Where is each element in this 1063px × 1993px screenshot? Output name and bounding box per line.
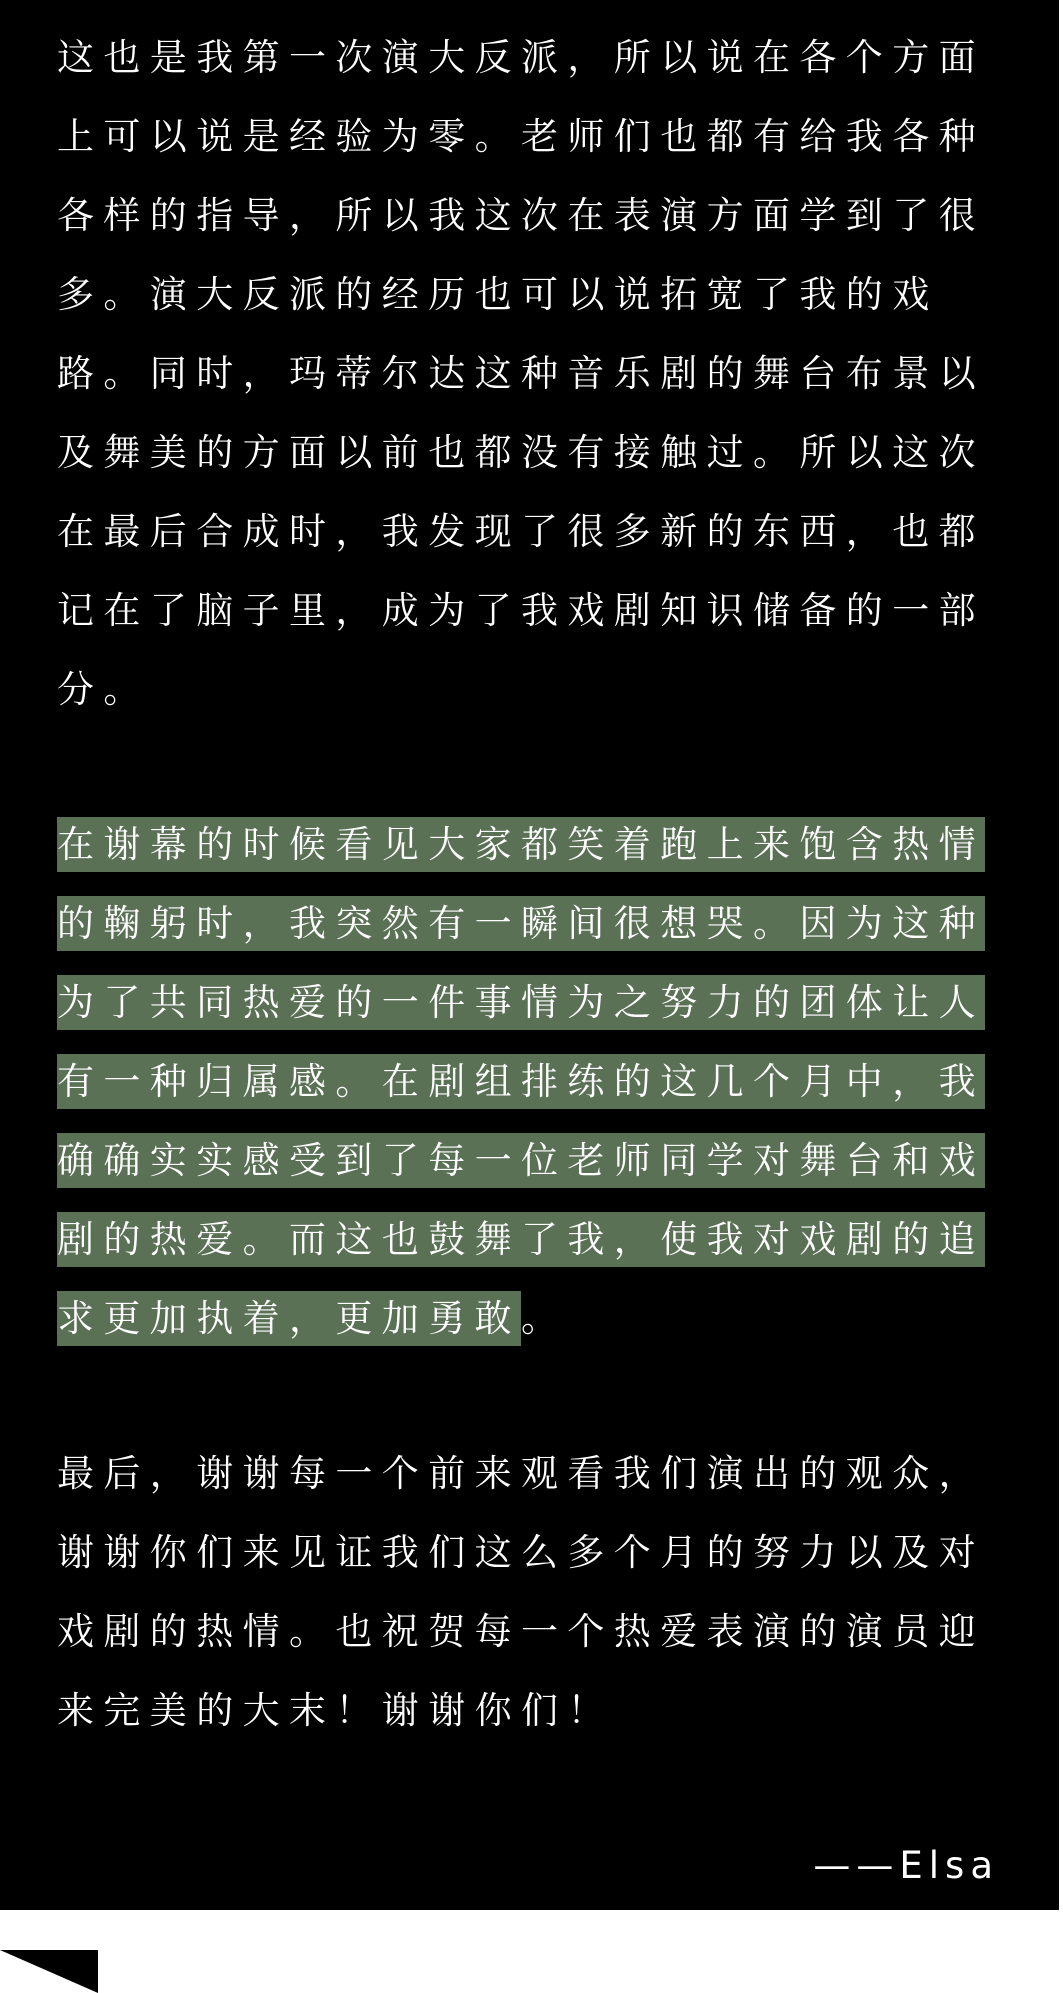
author-signature: ——Elsa — [813, 1844, 999, 1887]
highlighted-text: 在谢幕的时候看见大家都笑着跑上来饱含热情的鞠躬时，我突然有一瞬间很想哭。因为这种为了共同热爱的一件事情为之努力的团体让人有一种归属感。在剧组排练的这几个月中，我确确实实感受到了每一位老师同学对舞台和戏剧的热爱。而这也鼓舞了我，使我对戏剧的追求更加执着，更加勇敢 — [57, 817, 985, 1346]
paragraph-curtain-call — [57, 805, 997, 1358]
paragraph-thanks: 最后，谢谢每一个前来观看我们演出的观众，谢谢你们来见证我们这么多个月的努力以及对戏剧的热情。也祝贺每一个热爱表演的演员迎来完美的大末！谢谢你们！ — [57, 1452, 985, 1732]
paragraph-experience: 这也是我第一次演大反派，所以说在各个方面上可以说是经验为零。老师们也都有给我各种各样的指导，所以我这次在表演方面学到了很多。演大反派的经历也可以说拓宽了我的戏路。同时，玛蒂尔达这种音乐剧的舞台布景以及舞美的方面以前也都没有接触过。所以这次在最后合成时，我发现了很多新的东西，也都记在了脑子里，成为了我戏剧知识储备的一部分。 — [57, 36, 985, 711]
corner-triangle-decoration — [0, 1950, 98, 1993]
dotted-divider — [10, 1924, 1050, 1933]
right-edge-border — [1059, 0, 1063, 1993]
paragraph-end-punctuation: 。 — [521, 1297, 568, 1340]
